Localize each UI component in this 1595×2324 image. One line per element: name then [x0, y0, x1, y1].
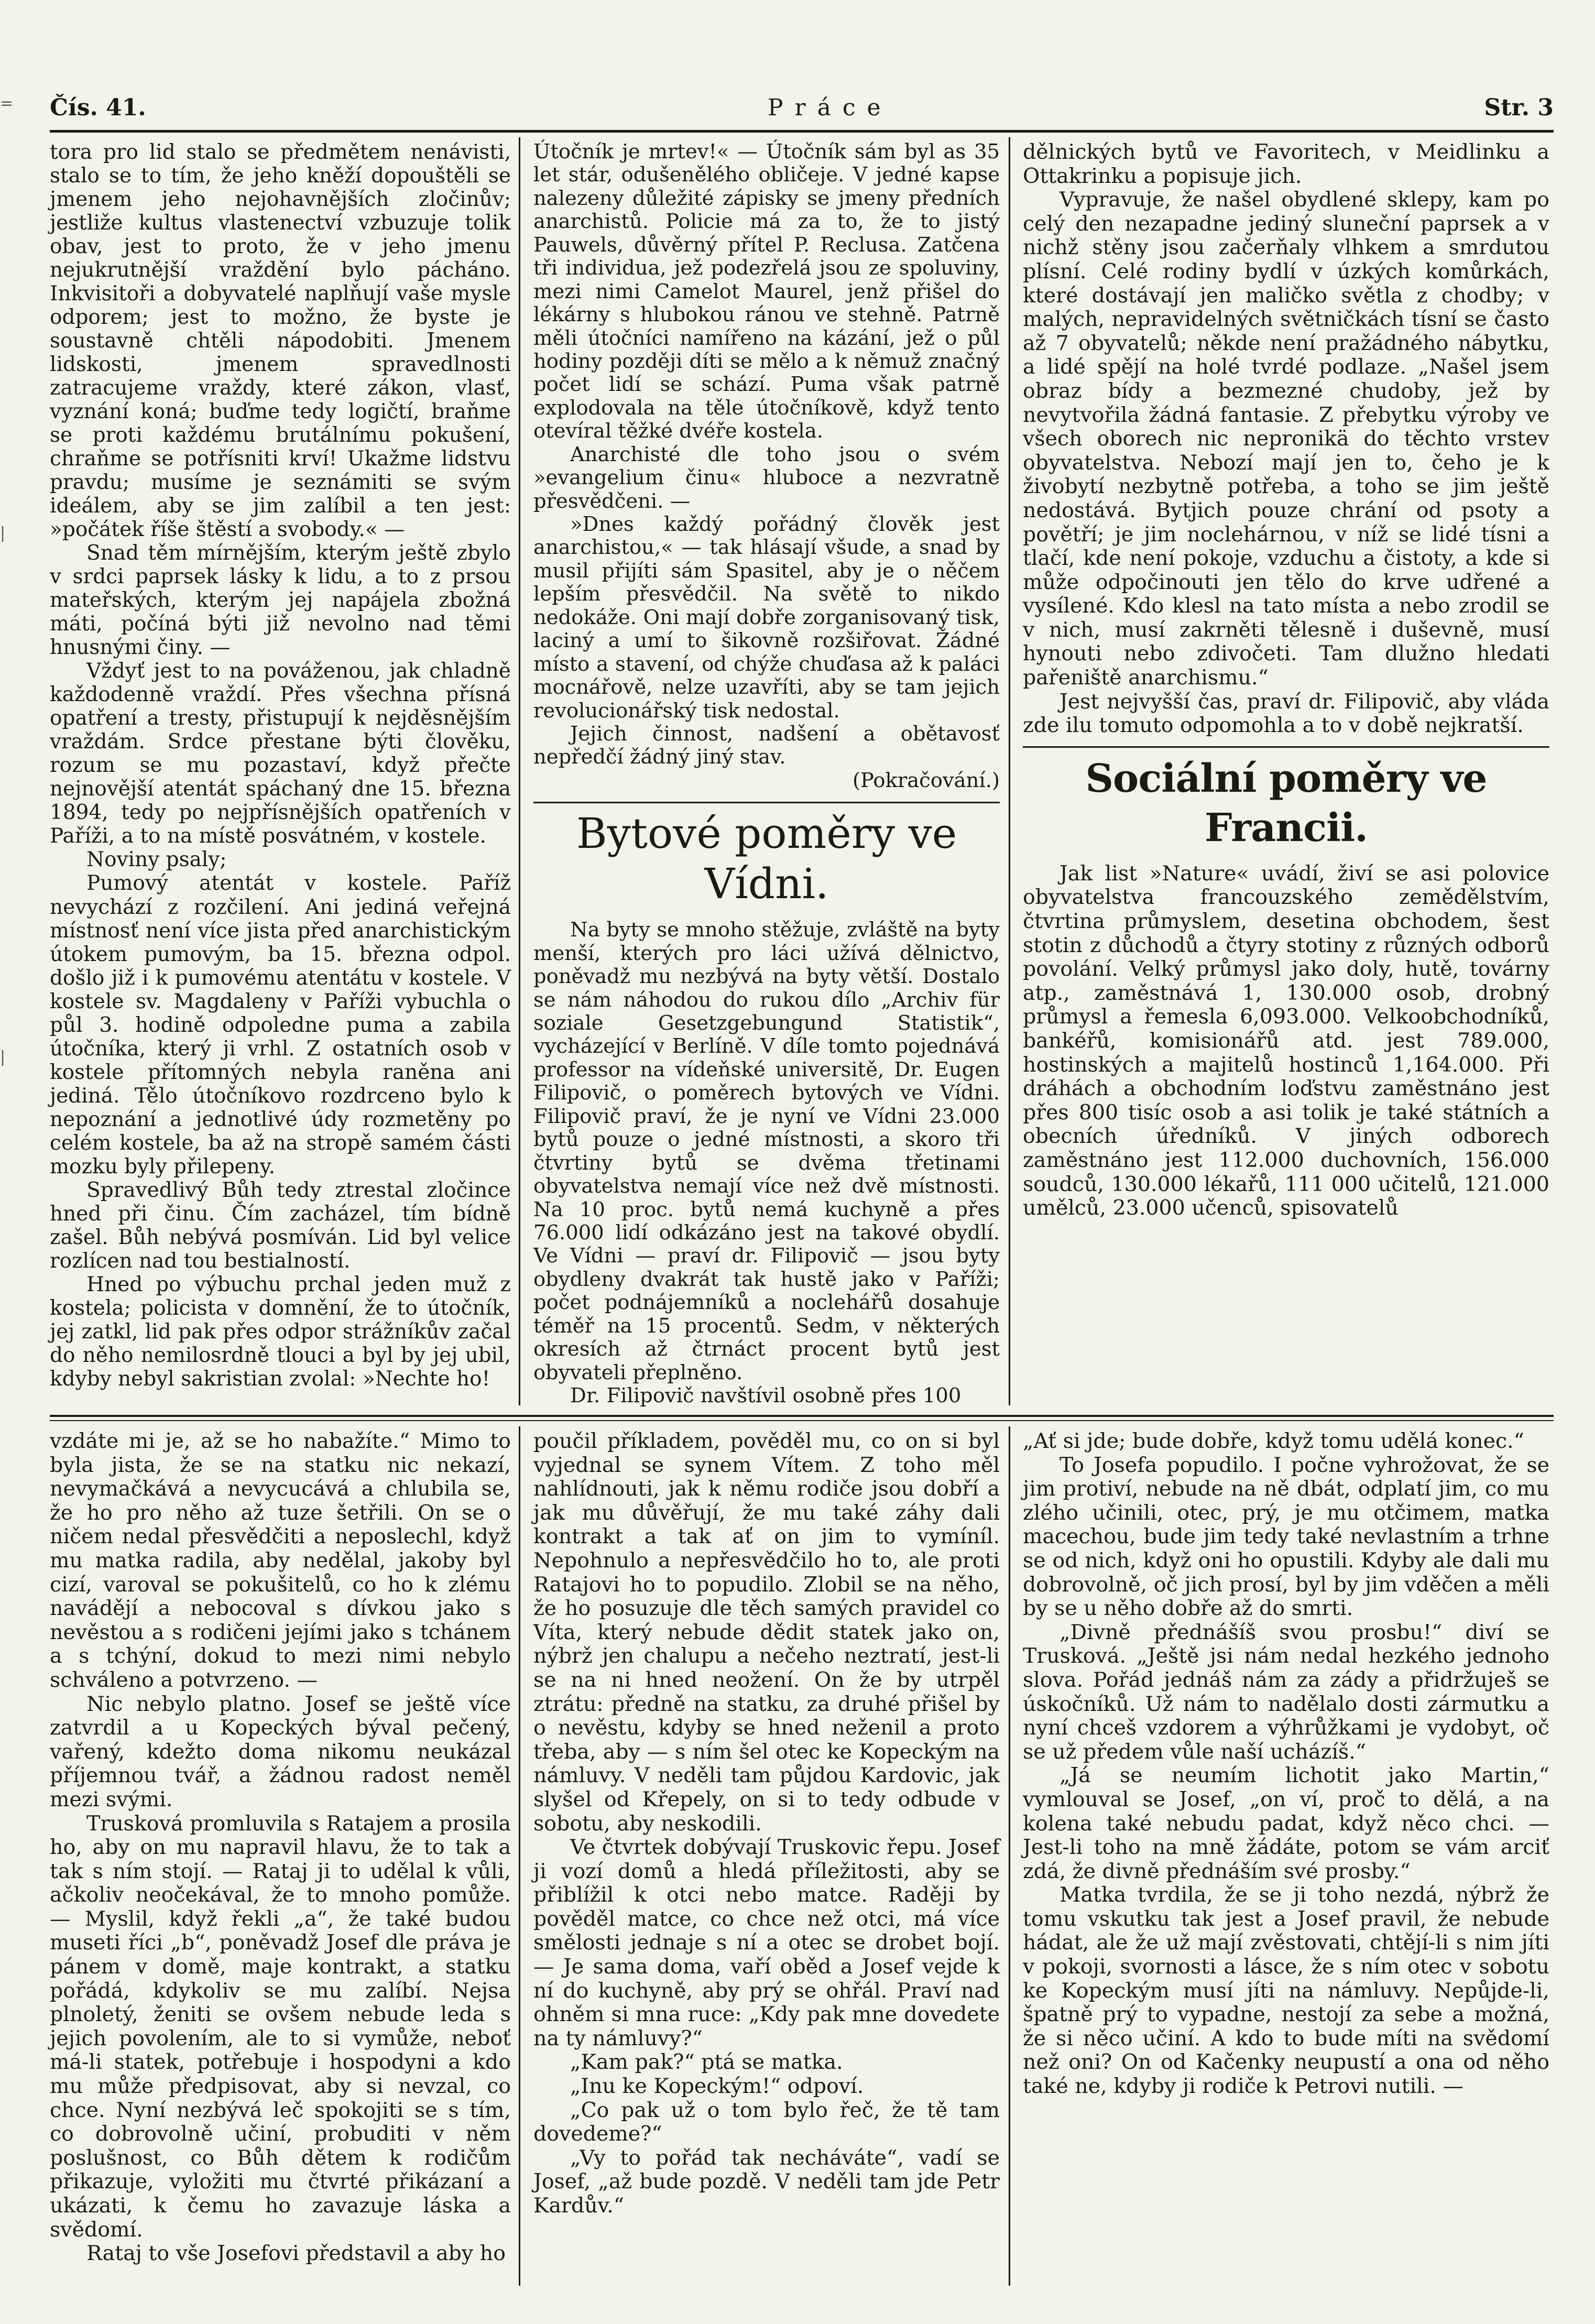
- feuilleton-column-1: [50, 1430, 511, 2266]
- paragraph: Matka tvrdila, že se ji toho nezdá, nýbrž že tomu vskutku tak jest a Josef pravil, že nebude hádat, ale že už mají zvěstovati, chtějí-li s nim jíti v pokoji, svornosti a lásce, že s ním otec v sobotu ke Kopeckým musí jíti na námluvy. Nepůjde-li, špatně prý to vypadne, nestojí za sebe a možná, že si něco učiní. A kdo to bude míti na svědomí než oni? On od Kačenky neupustí a ona od něho také ne, kdyby ji rodiče k Petrovi nutili. —: [1023, 1883, 1549, 2099]
- edge-fragment: |: [0, 524, 6, 542]
- section-rule: [533, 802, 1000, 803]
- paragraph: Hned po výbuchu prchal jeden muž z kostela; policista v domnění, že to útočník, jej zatkl, lid pak přes odpor strážníkův začal do něho nemilosrdně tlouci a byl by jej ubil, kdyby nebyl sakristian zvolal: »Nechte ho!: [50, 1272, 511, 1391]
- feuilleton-column-2: [533, 1430, 1000, 2218]
- issue-number: Čís. 41.: [50, 94, 146, 121]
- article-title-france: Sociální poměry ve Francii.: [1085, 756, 1487, 850]
- paragraph: dělnických bytů ve Favoritech, v Meidlinku a Ottakrinku a popisuje jich.: [1023, 140, 1549, 188]
- page-header: [50, 94, 1554, 131]
- paragraph: Dr. Filipovič navštívil osobně přes 100: [570, 1384, 962, 1408]
- paragraph: »Dnes každý pořádný člověk jest anarchistou,« — tak hlásají všude, a snad by musil přijíti sám Spasitel, aby je o něčem lepším přesvědčil. Na světě to nikdo nedokáže. Oni mají dobře zorganisovaný tisk, laciný a umí to šikovně rozšiřovat. Žádné místo a stavení, od chýže chuďasa až k paláci mocnářově, nelze uzavříti, aby se tam jejich revolucionářský tisk nedostal.: [533, 512, 1000, 723]
- paragraph: Spravedlivý Bůh tedy ztrestal zločince hned při činu. Čím zacházel, tím bídně zašel. Bůh nebývá posmíván. Lid byl velice rozlícen nad tou bestialností.: [50, 1178, 511, 1273]
- paragraph: „Kam pak?“ ptá se matka.: [570, 2050, 843, 2075]
- paragraph: „Ať si jde; bude dobře, když tomu udělá konec.“: [1023, 1429, 1524, 1453]
- feuilleton-column-3: [1023, 1430, 1549, 2099]
- paragraph: vzdáte mi je, až se ho nabažíte.“ Mimo to byla jista, že se na statku nic nekazí, nevymačkává a nevycucává a chlubila se, že ho pro něho až tuze šetřili. On se o ničem nedal přesvědčiti a neposlechl, když mu matka radila, aby nedělal, jakoby byl cizí, varoval se pokušitelů, co ho k zlému navádějí a nebocoval s dívkou jako s nevěstou a s rodičeni jejími jako s tchánem a s tchýní, dokud to mezi nimi nebylo schváleno a potvrzeno. —: [50, 1429, 511, 1692]
- paragraph: Pumový atentát v kostele. Paříž nevychází z rozčilení. Ani jediná veřejná místnosť není více jista před anarchistickým útokem pumovým, ba 15. března odpol. došlo již i k pumovému atentátu v kostele. V kostele sv. Magdaleny v Paříži vybuchla o půl 3. hodině odpoledne puma a zabila útočníka, který ji vrhl. Z ostatních osob v kostele přítomných nebyla raněna ani jediná. Tělo útočníkovo rozdrceno bylo k nepoznání a jednotlivé údy rozmetěny po celém kostele, ba až na stropě samém části mozku byly přilepeny.: [50, 871, 511, 1179]
- column-divider: [519, 1426, 520, 2286]
- edge-fragment: |: [0, 1048, 6, 1066]
- paragraph: „Divně přednášíš svou prosbu!“ diví se Trusková. „Ještě jsi nám nedal hezkého jednoho slova. Pořád jednáš nám za zády a přidržuješ se úskočníků. Už nám to nadělalo dosti zármutku a nyní chceš vzdorem a výhrůžkami je vydobyt, oč se už předem vůle naší ucházíš.“: [1023, 1620, 1549, 1764]
- paragraph: Vždyť jest to na pováženou, jak chladně každodenně vraždí. Přes všechna přísná opatření a tresty, přistupují k nejděsnějším vraždám. Srdce přestane býti člověku, rozum se mu pozastaví, když přečte nejnovější atentát spáchaný dne 15. března 1894, tedy po nejpřísnějších opatřeních v Paříži, a to na místě posvátném, v kostele.: [50, 659, 511, 848]
- paragraph: Jest nejvyšší čas, praví dr. Filipovič, aby vláda zde ilu tomuto odpomohla a to v době nejkratší.: [1023, 689, 1549, 738]
- feuilleton-rule: [50, 1415, 1554, 1417]
- paragraph: Nic nebylo platno. Josef se ještě více zatvrdil a u Kopeckých býval pečený, vařený, kdežto doma nikomu neukázal příjemnou tvář, a žádnou radost neměl mezi svými.: [50, 1692, 511, 1812]
- continued-note: (Pokračování.): [852, 768, 1000, 792]
- paragraph: Útočník je mrtev!« — Útočník sám byl as 35 let stár, odušenělého obličeje. V jedné kapse nalezeny důležité zápisky se jmeny předních anarchistů. Policie má za to, že to jistý Pauwels, důvěrný přítel P. Reclusa. Zatčena tři individua, jež podezřelá jsou ze spoluviny, mezi nimi Camelot Maurel, jenž přišel do lékárny s hlubokou ránou ve stehně. Patrně měli útočníci namířeno na kázání, jež o půl hodiny později díti se mělo a k němuž značný počet lidí se schází. Puma však patrně explodovala na těle útočníkově, když tento otevíral těžké dvéře kostela.: [533, 140, 1000, 443]
- edge-fragment: =: [0, 94, 14, 113]
- column-1: [50, 140, 511, 1391]
- paragraph: To Josefa popudilo. I počne vyhrožovat, že se jim protiví, nebude na ně dbát, odplatí jim, co mu zlého učinili, otec, prý, je mu otčimem, matka macechou, bude jim tedy také nevlastním a trhne se od nich, když oni ho opustili. Kdyby ale dali mu dobrovolně, oč jich prosí, byl by jim vděčen a měli by se u něho dobře až do smrti.: [1023, 1453, 1549, 1621]
- paragraph: Noviny psaly;: [86, 848, 227, 872]
- column-2: [533, 140, 1000, 1408]
- article-title-vienna: Bytové poměry ve Vídni.: [576, 809, 957, 909]
- paragraph: Ve čtvrtek dobývají Truskovic řepu. Josef ji vozí domů a hledá příležitosti, aby se přiblížil k otci nebo matce. Raději by pověděl matce, co chce než otci, má více smělosti jednaje s ní a otec se drobet bojí. — Je sama doma, vaří oběd a Josef vejde k ní do kuchyně, aby prý se ohřál. Praví nad ohněm si mna ruce: „Kdy pak mne dovedete na ty námluvy?“: [533, 1835, 1000, 2050]
- paragraph: poučil příkladem, pověděl mu, co on si byl vyjednal se synem Vítem. Z toho měl nahlídnouti, jak k němu rodiče jsou dobří a jak mu důvěřují, že mu také záhy dali kontrakt a tak ať on jim to vymíníl. Nepohnulo a nepřesvědčilo ho to, ale proti Ratajovi ho to popudilo. Zlobil se na něho, že ho posuzuje dle těch samých pravidel co Víta, který nebude dědit statek jako on, nýbrž jen chalupu a nečeho neztratí, jest-li se na ni hned neožení. On že by utrpěl ztrátu: předně na statku, za druhé přišel by o nevěstu, kdyby se hned neženil a proto třeba, aby — s ním šel otec ke Kopeckým na námluvy. V neděli tam půjdou Kardovic, jak slyšel od Křepely, on si to tedy odbude v sobotu, aby neskodili.: [533, 1429, 1000, 1836]
- paragraph: Snad těm mírnějším, kterým ještě zbylo v srdci paprsek lásky k lidu, a to z prsou mateřských, kterým jej napájela zbožná máti, počíná býti již nevolno nad těmi hnusnými činy. —: [50, 541, 511, 660]
- paragraph: „Co pak už o tom bylo řeč, že tě tam dovedeme?“: [533, 2098, 1000, 2146]
- paragraph: Jejich činnost, nadšení a obětavosť nepředčí žádný jiný stav.: [533, 722, 1000, 769]
- masthead: Práce: [768, 94, 892, 121]
- column-divider: [1009, 1426, 1010, 2286]
- feuilleton-rule: [50, 1420, 1554, 1421]
- section-rule: [1023, 746, 1549, 748]
- column-divider: [1009, 137, 1010, 1405]
- paragraph: Trusková promluvila s Ratajem a prosila ho, aby on mu napravil hlavu, že to tak a tak s ním stojí. — Rataj ji to udělal k vůli, ačkoliv neočekával, že to mnoho pomůže. — Myslil, když řekli „a“, že také budou museti říci „b“, poněvadž Josef dle práva je pánem v domě, maje kontrakt, a statku pořádá, kdykoliv se mu zalíbí. Nejsa plnoletý, ženiti se ovšem nebude leda s jejich povolením, ale to si vymůže, neboť má-li statek, potřebuje i hospodyni a kdo mu může předpisovat, aby si nevzal, co chce. Nyní nezbývá leč spokojiti se s tím, co dobrovolně učiní, probuditi v něm poslušnost, co Bůh dětem k rodičům přikazuje, vyložiti mu čtvrté přikázaní a ukázati, k čemu ho zavazuje láska a svědomí.: [50, 1811, 511, 2242]
- paragraph: Anarchisté dle toho jsou o svém »evangelium činu« hluboce a nezvratně přesvědčeni. —: [533, 442, 1000, 513]
- paragraph: „Já se neumím lichotit jako Martin,“ vymlouval se Josef, „on ví, proč to dělá, a na kolena také nebudu padat, když něco chci. — Jest-li toho na mně žádáte, potom se vám arciť zdá, že divně přednáším své prosby.“: [1023, 1763, 1549, 1883]
- paragraph: Vypravuje, že našel obydlené sklepy, kam po celý den nezapadne jediný sluneční paprsek a v nichž stěny jsou začerňaly vlhkem a smrdutou plísní. Celé rodiny bydlí v úzkých komůrkách, které dostávají jen maličko světla z chodby; v malých, nepravidelných světničkách tísní se často až 7 obyvatelů; někde není pražádného nábytku, a lidé spějí na holé tvrdé podlaze. „Našel jsem obraz bídy a bezmezné chudoby, jež by nevytvořila žádná fantasie. Z přebytku výroby ve všech oborech nic nepronikä do těchto vrstev obyvatelstva. Nebozí mají jen to, čeho je k živobytí nezbytně potřeba, a toho se jim ještě nedostává. Bytjich pouze chrání od psoty a povětří; je jim noclehárnou, v níž se lidé tísni a tlačí, kde není pokoje, vzduchu a čistoty, a kde si může odpočinouti jen tělo do krve udřené a vysílené. Kdo klesl na tato místa a nebo zrodil se v nich, musí zakrněti tělesně i duševně, musí hynouti nebo zdivočeti. Tam dlužno hledati pařeniště anarchismu.“: [1023, 188, 1549, 690]
- column-3: [1023, 140, 1549, 1220]
- page-number: Str. 3: [1484, 94, 1554, 121]
- paragraph: „Inu ke Kopeckým!“ odpoví.: [570, 2074, 864, 2099]
- paragraph: „Vy to pořád tak necháváte“, vadí se Josef, „až bude pozdě. V neděli tam jde Petr Kardův.“: [533, 2145, 1000, 2218]
- paragraph: tora pro lid stalo se předmětem nenávisti, stalo se to tím, že jeho kněží dopouštěli se jmenem jeho nejohavnějších zločinův; jestliže kultus vlastenectví vzbuzuje tolik obav, jest to proto, že v jeho jmenu nejukrutnější vraždění bylo pácháno. Inkvisitoři a dobyvatelé naplňují vaše mysle odporem; jest to možno, že byste je soustavně chtěli nápodobiti. Jmenem lidskosti, jmenem spravedlnosti zatracujeme vraždy, které zákon, vlasť, vyznání koná; buďme tedy logičtí, braňme se proti každému brutálnímu pokušení, chraňme se potřísniti krví! Ukažme lidstvu pravdu; musíme je seznámiti se svým ideálem, aby se jim zalíbil a ten jest: »počátek říše štěstí a svobody.« —: [50, 140, 511, 542]
- paragraph: Na byty se mnoho stěžuje, zvláště na byty menší, kterých pro láci užívá dělnictvo, poněvadž mu nezbývá na byty větší. Dostalo se nám náhodou do rukou dílo „Archiv für soziale Gesetzgebungund Statistik“, vycházející v Berlíně. V díle tomto pojednává professor na vídeňské universitě, Dr. Eugen Filipovič, o poměrech bytových ve Vídni. Filipovič praví, že je nyní ve Vídni 23.000 bytů pouze o jedné místnosti, a skoro tři čtvrtiny bytů se dvěma třetinami obyvatelstva nemají více než dvě místnosti. Na 10 proc. bytů nemá kuchyně a přes 76.000 lidí odkázáno jest na takové obydlí. Ve Vídni — praví dr. Filipovič — jsou byty obydleny dvakrát tak hustě jako v Paříži; počet podnájemníků a noclehářů dosahuje téměř na 15 procentů. Sedm, v některých okresích až čtrnáct procent bytů jest obyvateli přeplněno.: [533, 918, 1000, 1384]
- column-divider: [519, 137, 520, 1405]
- paragraph: Rataj to vše Josefovi představil a aby ho: [86, 2241, 506, 2266]
- header-rule: [50, 130, 1554, 133]
- paragraph: Jak list »Nature« uvádí, živí se asi polovice obyvatelstva francouzského zemědělstvím, čtvrtina průmyslem, desetina obchodem, šest stotin z důchodů a čtyry stotiny z různých odborů povolání. Velký průmysl jako doly, hutě, továrny atp., zaměstnává 1, 130.000 osob, drobný průmysl a řemesla 6,093.000. Velkoobchodníků, bankéřů, komisionářů atd. jest 789.000, hostinských a majitelů hostinců 1,164.000. Při dráhách a obchodním loďstvu zaměstnáno jest přes 800 tisíc osob a asi tolik je také státních a obecních úředníků. V jiných odborech zaměstnáno jest 112.000 duchovních, 156.000 soudců, 130.000 lékařů, 111 000 učitelů, 121.000 umělců, 23.000 učenců, spisovatelů: [1023, 861, 1549, 1220]
